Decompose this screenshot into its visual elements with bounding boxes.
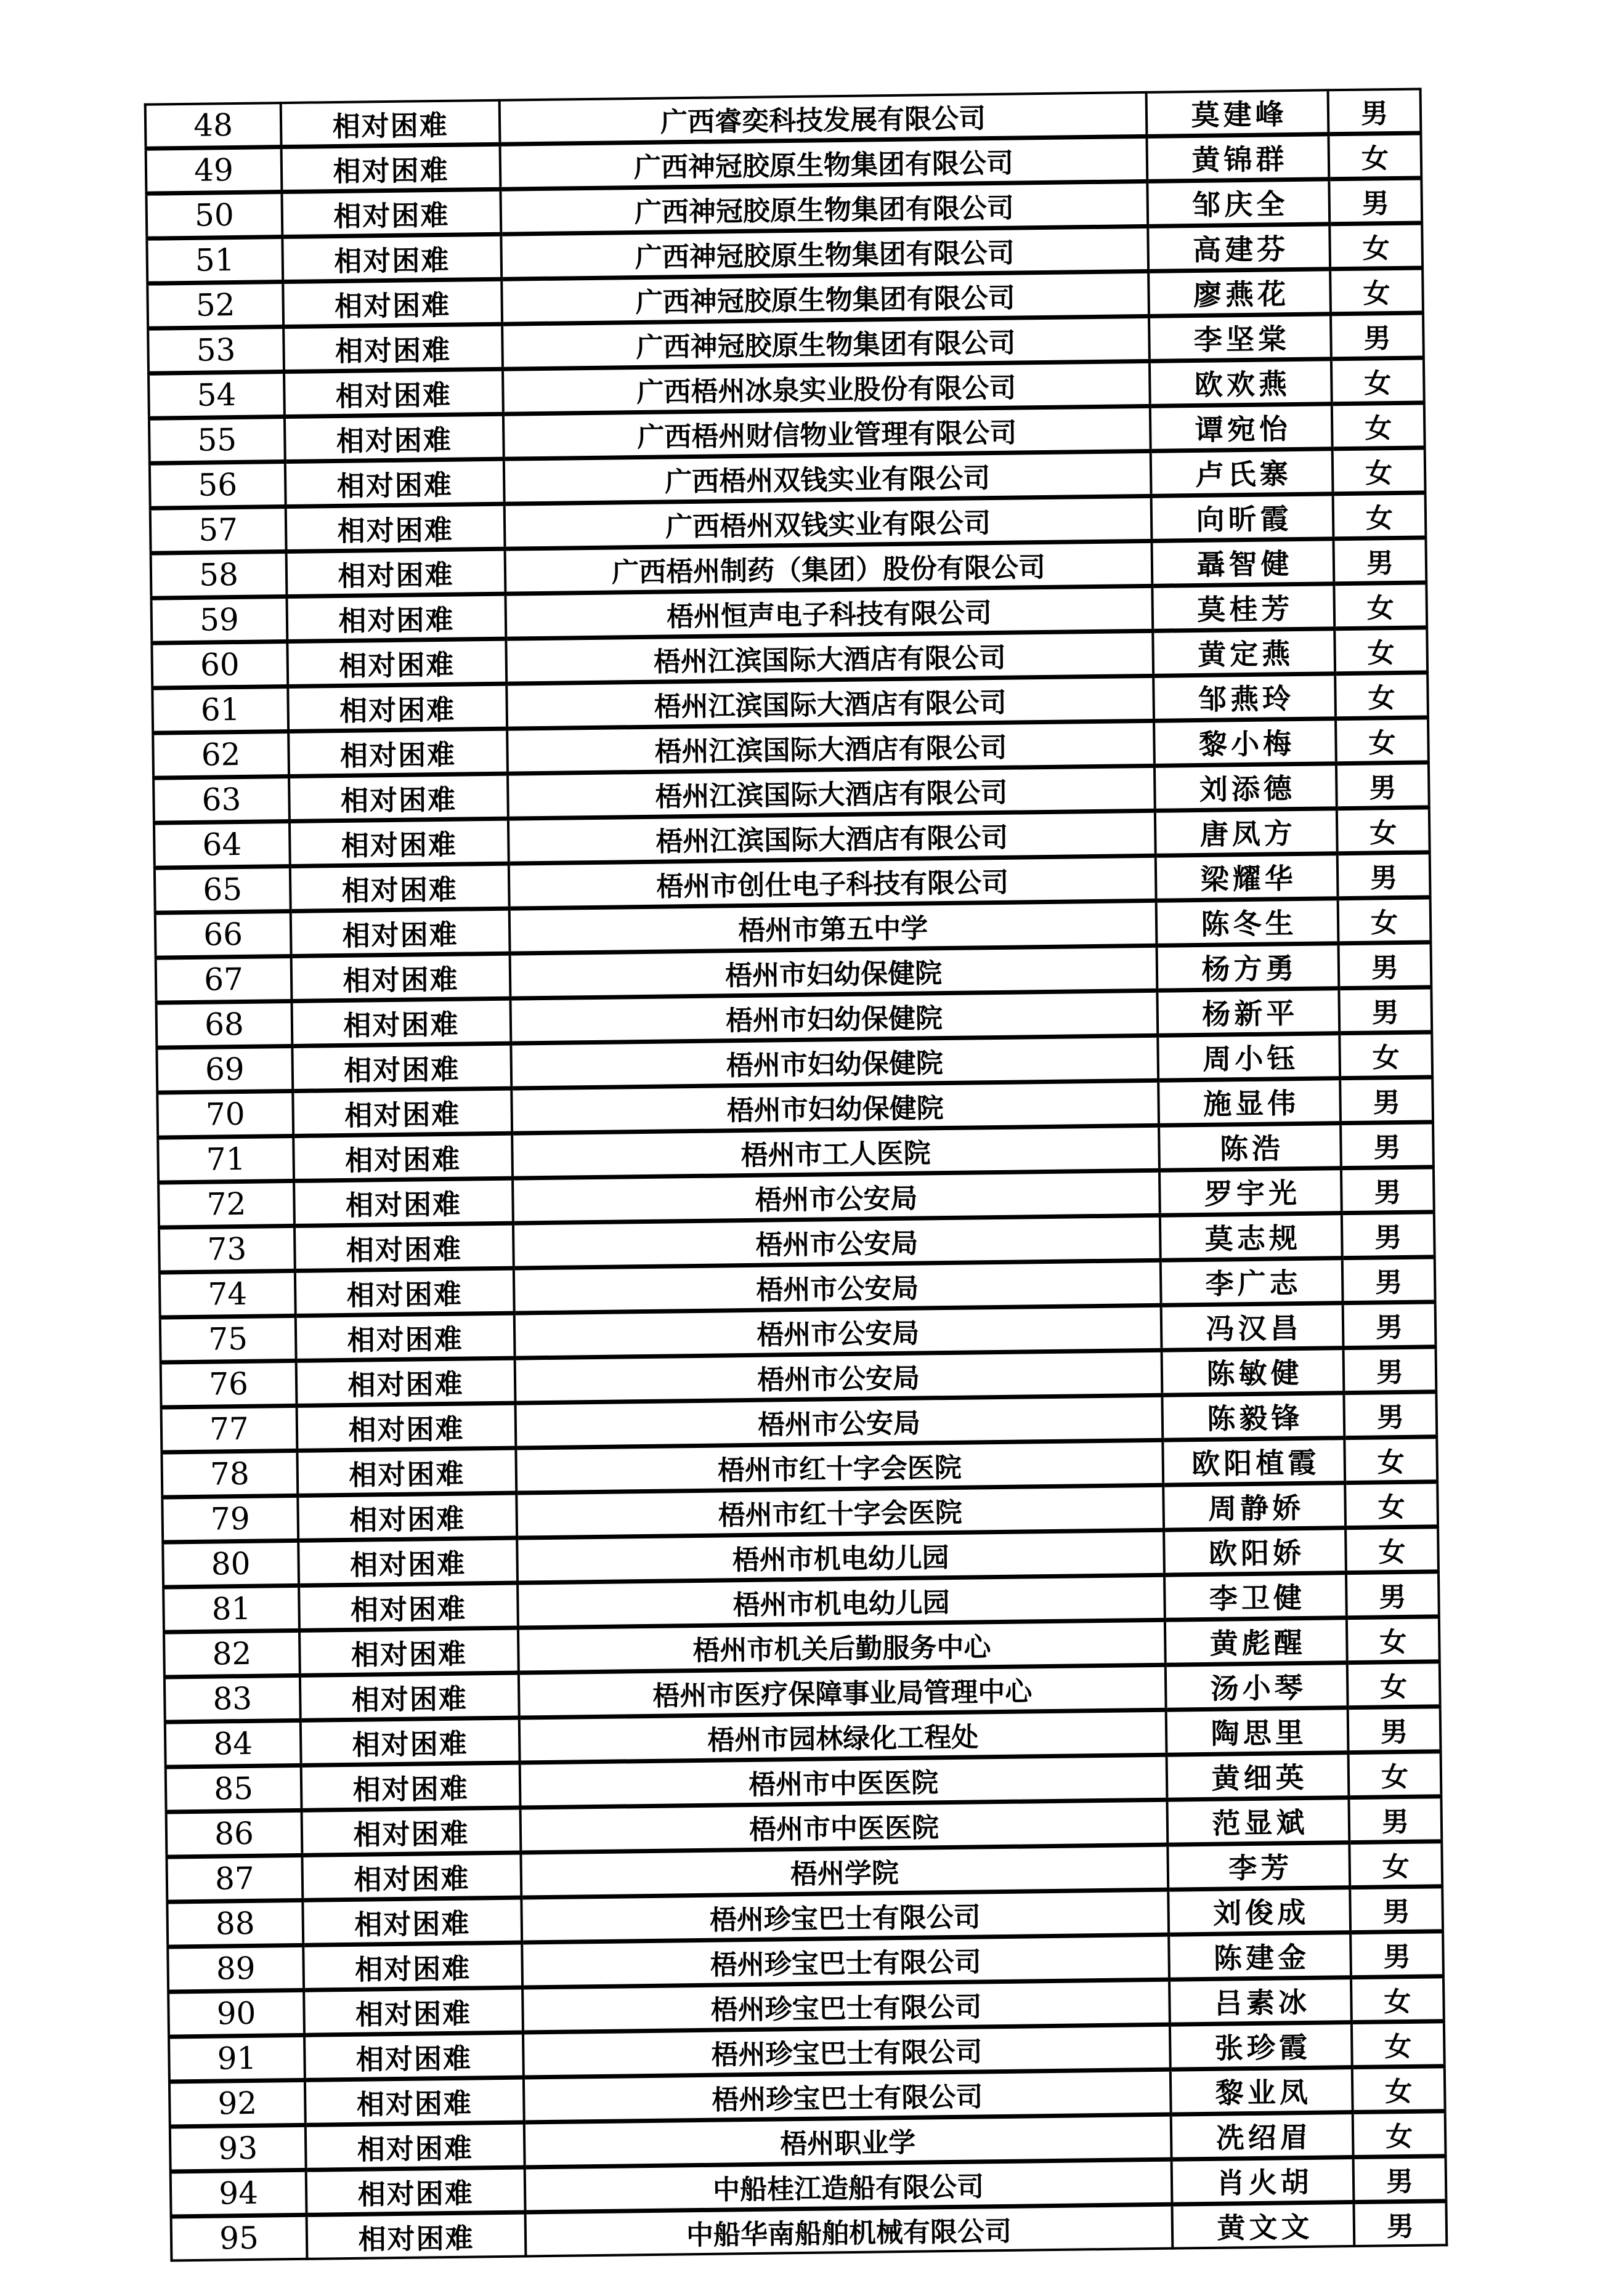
status-cell: 相对困难 bbox=[290, 819, 509, 866]
gender-cell: 女 bbox=[1333, 448, 1426, 494]
person-name-cell: 陶思里 bbox=[1166, 1708, 1349, 1755]
company-cell: 广西梧州双钱实业有限公司 bbox=[504, 451, 1151, 504]
row-number-cell: 75 bbox=[160, 1316, 296, 1362]
company-cell: 梧州市公安局 bbox=[514, 1305, 1162, 1358]
row-number-cell: 67 bbox=[156, 956, 292, 1003]
status-cell: 相对困难 bbox=[288, 684, 507, 731]
company-cell: 广西神冠胶原生物集团有限公司 bbox=[501, 271, 1149, 324]
gender-cell: 女 bbox=[1334, 628, 1427, 674]
status-cell: 相对困难 bbox=[285, 459, 505, 506]
gender-cell: 男 bbox=[1346, 1572, 1439, 1618]
person-name-cell: 张珍霞 bbox=[1170, 2023, 1352, 2070]
gender-cell: 女 bbox=[1330, 268, 1423, 314]
roster-table-body bbox=[145, 89, 1447, 2260]
person-name-cell: 欧阳娇 bbox=[1164, 1528, 1346, 1575]
person-name-cell: 梁耀华 bbox=[1156, 854, 1338, 901]
company-cell: 广西梧州财信物业管理有限公司 bbox=[503, 406, 1151, 459]
gender-cell: 女 bbox=[1333, 493, 1426, 539]
row-number-cell: 73 bbox=[159, 1226, 295, 1272]
status-cell: 相对困难 bbox=[289, 774, 508, 821]
company-cell: 梧州市公安局 bbox=[513, 1215, 1161, 1268]
row-number-cell: 82 bbox=[164, 1630, 300, 1677]
company-cell: 梧州市妇幼保健院 bbox=[510, 990, 1158, 1043]
row-number-cell: 54 bbox=[148, 372, 285, 419]
person-name-cell: 李芳 bbox=[1167, 1843, 1350, 1890]
row-number-cell: 80 bbox=[163, 1540, 299, 1587]
person-name-cell: 陈敏健 bbox=[1162, 1348, 1344, 1396]
company-cell: 中船华南船舶机械有限公司 bbox=[525, 2204, 1173, 2256]
company-cell: 广西睿奕科技发展有限公司 bbox=[500, 92, 1147, 144]
row-number-cell: 88 bbox=[167, 1900, 303, 1947]
company-cell: 梧州江滨国际大酒店有限公司 bbox=[506, 631, 1153, 684]
company-cell: 梧州市医疗保障事业局管理中心 bbox=[519, 1665, 1166, 1718]
row-number-cell: 60 bbox=[152, 642, 288, 689]
gender-cell: 男 bbox=[1329, 178, 1422, 224]
company-cell: 梧州珍宝巴士有限公司 bbox=[521, 1890, 1169, 1942]
row-number-cell: 56 bbox=[150, 462, 286, 509]
row-number-cell: 89 bbox=[168, 1945, 304, 1992]
gender-cell: 男 bbox=[1340, 1077, 1433, 1123]
person-name-cell: 罗宇光 bbox=[1159, 1168, 1342, 1216]
company-cell: 广西梧州制药（集团）股份有限公司 bbox=[505, 541, 1153, 594]
company-cell: 梧州市公安局 bbox=[514, 1260, 1161, 1313]
gender-cell: 男 bbox=[1342, 1257, 1435, 1303]
gender-cell: 男 bbox=[1353, 2156, 1447, 2202]
company-cell: 广西神冠胶原生物集团有限公司 bbox=[500, 136, 1148, 189]
status-cell: 相对困难 bbox=[282, 234, 501, 281]
person-name-cell: 卢氏寨 bbox=[1151, 449, 1333, 496]
status-cell: 相对困难 bbox=[285, 414, 504, 461]
status-cell: 相对困难 bbox=[306, 2122, 525, 2170]
gender-cell: 男 bbox=[1328, 89, 1421, 134]
company-cell: 梧州市公安局 bbox=[515, 1395, 1163, 1448]
row-number-cell: 69 bbox=[156, 1046, 293, 1093]
scan-skew-wrapper bbox=[144, 87, 1448, 2262]
status-cell: 相对困难 bbox=[290, 863, 509, 911]
gender-cell: 女 bbox=[1331, 358, 1424, 404]
status-cell: 相对困难 bbox=[302, 1853, 521, 1900]
roster-table bbox=[144, 87, 1448, 2262]
gender-cell: 女 bbox=[1345, 1482, 1438, 1528]
status-cell: 相对困难 bbox=[293, 1133, 513, 1181]
gender-cell: 女 bbox=[1351, 1976, 1444, 2023]
row-number-cell: 61 bbox=[152, 687, 288, 734]
gender-cell: 女 bbox=[1349, 1752, 1442, 1798]
status-cell: 相对困难 bbox=[296, 1358, 516, 1405]
company-cell: 梧州市妇幼保健院 bbox=[510, 945, 1158, 998]
gender-cell: 男 bbox=[1353, 2201, 1447, 2246]
status-cell: 相对困难 bbox=[282, 144, 501, 192]
row-number-cell: 64 bbox=[154, 822, 290, 868]
person-name-cell: 陈浩 bbox=[1159, 1123, 1341, 1171]
status-cell: 相对困难 bbox=[295, 1268, 514, 1316]
company-cell: 梧州市机电幼儿园 bbox=[517, 1530, 1164, 1583]
gender-cell: 女 bbox=[1347, 1617, 1440, 1663]
person-name-cell: 周静娇 bbox=[1163, 1483, 1345, 1530]
status-cell: 相对困难 bbox=[302, 1808, 521, 1855]
row-number-cell: 71 bbox=[158, 1136, 294, 1182]
person-name-cell: 汤小琴 bbox=[1166, 1663, 1348, 1710]
company-cell: 梧州江滨国际大酒店有限公司 bbox=[506, 676, 1154, 729]
row-number-cell: 72 bbox=[158, 1181, 294, 1227]
status-cell: 相对困难 bbox=[284, 369, 503, 416]
status-cell: 相对困难 bbox=[294, 1178, 513, 1226]
row-number-cell: 94 bbox=[171, 2170, 307, 2217]
gender-cell: 男 bbox=[1341, 1167, 1434, 1213]
gender-cell: 男 bbox=[1338, 942, 1431, 988]
gender-cell: 男 bbox=[1339, 987, 1432, 1033]
status-cell: 相对困难 bbox=[291, 998, 511, 1046]
row-number-cell: 92 bbox=[169, 2080, 306, 2127]
person-name-cell: 杨新平 bbox=[1157, 988, 1339, 1036]
company-cell: 梧州恒声电子科技有限公司 bbox=[505, 586, 1153, 639]
status-cell: 相对困难 bbox=[306, 2167, 525, 2215]
row-number-cell: 91 bbox=[169, 2035, 305, 2082]
status-cell: 相对困难 bbox=[305, 2077, 524, 2125]
row-number-cell: 78 bbox=[161, 1450, 298, 1497]
status-cell: 相对困难 bbox=[299, 1583, 518, 1630]
gender-cell: 男 bbox=[1333, 538, 1426, 584]
company-cell: 梧州市红十字会医院 bbox=[516, 1485, 1164, 1538]
company-cell: 梧州市园林绿化工程处 bbox=[519, 1710, 1167, 1763]
status-cell: 相对困难 bbox=[294, 1223, 514, 1271]
status-cell: 相对困难 bbox=[286, 594, 506, 641]
company-cell: 梧州江滨国际大酒店有限公司 bbox=[507, 721, 1154, 774]
status-cell: 相对困难 bbox=[287, 639, 506, 686]
person-name-cell: 唐凤方 bbox=[1155, 809, 1337, 856]
status-cell: 相对困难 bbox=[288, 729, 508, 776]
status-cell: 相对困难 bbox=[283, 324, 503, 371]
row-number-cell: 52 bbox=[147, 282, 283, 329]
gender-cell: 男 bbox=[1349, 1797, 1442, 1843]
gender-cell: 男 bbox=[1336, 762, 1429, 809]
person-name-cell: 黄定燕 bbox=[1153, 629, 1335, 676]
gender-cell: 男 bbox=[1344, 1347, 1437, 1393]
status-cell: 相对困难 bbox=[286, 549, 506, 596]
row-number-cell: 66 bbox=[155, 911, 291, 958]
status-cell: 相对困难 bbox=[307, 2212, 526, 2259]
row-number-cell: 68 bbox=[156, 1001, 293, 1048]
status-cell: 相对困难 bbox=[297, 1403, 516, 1450]
gender-cell: 男 bbox=[1344, 1392, 1437, 1438]
gender-cell: 女 bbox=[1345, 1527, 1438, 1573]
gender-cell: 女 bbox=[1344, 1437, 1437, 1483]
gender-cell: 女 bbox=[1352, 2021, 1445, 2068]
status-cell: 相对困难 bbox=[300, 1673, 519, 1720]
gender-cell: 男 bbox=[1350, 1886, 1443, 1933]
company-cell: 梧州市公安局 bbox=[515, 1350, 1163, 1403]
person-name-cell: 李卫健 bbox=[1164, 1573, 1347, 1620]
row-number-cell: 65 bbox=[155, 866, 291, 913]
row-number-cell: 84 bbox=[165, 1720, 301, 1767]
company-cell: 广西梧州双钱实业有限公司 bbox=[505, 496, 1152, 549]
company-cell: 梧州市中医医院 bbox=[520, 1755, 1167, 1808]
person-name-cell: 邹燕玲 bbox=[1153, 674, 1336, 721]
person-name-cell: 冯汉昌 bbox=[1161, 1303, 1344, 1351]
status-cell: 相对困难 bbox=[296, 1313, 515, 1360]
gender-cell: 女 bbox=[1335, 673, 1428, 719]
status-cell: 相对困难 bbox=[304, 1987, 523, 2035]
company-cell: 广西梧州冰泉实业股份有限公司 bbox=[503, 361, 1150, 414]
company-cell: 梧州市第五中学 bbox=[509, 900, 1157, 953]
company-cell: 广西神冠胶原生物集团有限公司 bbox=[502, 316, 1150, 369]
person-name-cell: 杨方勇 bbox=[1156, 944, 1339, 991]
row-number-cell: 87 bbox=[166, 1855, 302, 1902]
person-name-cell: 李广志 bbox=[1161, 1258, 1343, 1306]
status-cell: 相对困难 bbox=[282, 189, 501, 236]
company-cell: 广西神冠胶原生物集团有限公司 bbox=[500, 181, 1148, 234]
gender-cell: 男 bbox=[1348, 1707, 1441, 1753]
company-cell: 梧州江滨国际大酒店有限公司 bbox=[508, 766, 1155, 819]
person-name-cell: 廖燕花 bbox=[1148, 269, 1331, 317]
person-name-cell: 冼绍眉 bbox=[1171, 2112, 1353, 2160]
person-name-cell: 肖火胡 bbox=[1172, 2157, 1354, 2205]
person-name-cell: 陈建金 bbox=[1169, 1933, 1351, 1980]
gender-cell: 女 bbox=[1334, 583, 1427, 629]
person-name-cell: 黄彪醒 bbox=[1165, 1618, 1347, 1665]
gender-cell: 女 bbox=[1339, 1032, 1432, 1078]
status-cell: 相对困难 bbox=[291, 908, 510, 956]
company-cell: 梧州市机电幼儿园 bbox=[517, 1575, 1165, 1628]
row-number-cell: 55 bbox=[149, 417, 285, 464]
person-name-cell: 吕素冰 bbox=[1169, 1978, 1352, 2025]
gender-cell: 女 bbox=[1328, 133, 1421, 179]
person-name-cell: 刘添德 bbox=[1154, 764, 1337, 811]
person-name-cell: 莫志规 bbox=[1160, 1213, 1342, 1261]
row-number-cell: 63 bbox=[153, 777, 290, 823]
row-number-cell: 50 bbox=[146, 192, 282, 239]
row-number-cell: 51 bbox=[147, 237, 283, 284]
company-cell: 梧州市公安局 bbox=[513, 1170, 1160, 1223]
person-name-cell: 莫桂芳 bbox=[1152, 584, 1334, 631]
company-cell: 梧州江滨国际大酒店有限公司 bbox=[508, 810, 1156, 863]
gender-cell: 女 bbox=[1349, 1841, 1442, 1888]
status-cell: 相对困难 bbox=[286, 504, 505, 551]
status-cell: 相对困难 bbox=[304, 2032, 524, 2080]
status-cell: 相对困难 bbox=[301, 1763, 521, 1810]
row-number-cell: 77 bbox=[161, 1405, 298, 1452]
row-number-cell: 58 bbox=[151, 552, 287, 599]
company-cell: 梧州职业学 bbox=[524, 2114, 1172, 2167]
person-name-cell: 黄锦群 bbox=[1146, 134, 1329, 182]
status-cell: 相对困难 bbox=[283, 279, 502, 326]
gender-cell: 女 bbox=[1353, 2111, 1446, 2157]
company-cell: 中船桂江造船有限公司 bbox=[525, 2159, 1172, 2212]
company-cell: 梧州市工人医院 bbox=[512, 1125, 1159, 1178]
company-cell: 梧州珍宝巴士有限公司 bbox=[522, 1934, 1169, 1987]
person-name-cell: 邹庆全 bbox=[1147, 179, 1329, 227]
person-name-cell: 聶智健 bbox=[1151, 539, 1334, 586]
person-name-cell: 欧阳植霞 bbox=[1163, 1438, 1345, 1486]
row-number-cell: 86 bbox=[166, 1810, 302, 1857]
status-cell: 相对困难 bbox=[297, 1448, 516, 1495]
gender-cell: 女 bbox=[1352, 2066, 1445, 2112]
person-name-cell: 高建芬 bbox=[1148, 224, 1330, 272]
person-name-cell: 黄细英 bbox=[1167, 1753, 1349, 1800]
gender-cell: 女 bbox=[1336, 718, 1429, 764]
row-number-cell: 74 bbox=[160, 1271, 296, 1317]
person-name-cell: 陈毅锋 bbox=[1162, 1393, 1344, 1441]
gender-cell: 男 bbox=[1343, 1302, 1436, 1348]
status-cell: 相对困难 bbox=[303, 1942, 522, 1990]
person-name-cell: 陈冬生 bbox=[1156, 899, 1339, 946]
status-cell: 相对困难 bbox=[291, 953, 511, 1001]
company-cell: 梧州学院 bbox=[521, 1845, 1168, 1898]
gender-cell: 女 bbox=[1337, 807, 1430, 854]
gender-cell: 女 bbox=[1338, 897, 1431, 944]
gender-cell: 男 bbox=[1331, 313, 1424, 359]
row-number-cell: 76 bbox=[161, 1360, 297, 1407]
company-cell: 梧州市红十字会医院 bbox=[516, 1440, 1163, 1493]
company-cell: 梧州市创仕电子科技有限公司 bbox=[509, 855, 1156, 908]
person-name-cell: 黄文文 bbox=[1172, 2202, 1354, 2249]
gender-cell: 男 bbox=[1342, 1212, 1435, 1258]
row-number-cell: 59 bbox=[151, 597, 287, 644]
company-cell: 梧州珍宝巴士有限公司 bbox=[523, 2024, 1171, 2077]
status-cell: 相对困难 bbox=[281, 100, 500, 147]
row-number-cell: 93 bbox=[170, 2125, 306, 2172]
status-cell: 相对困难 bbox=[298, 1538, 517, 1585]
status-cell: 相对困难 bbox=[292, 1043, 511, 1091]
status-cell: 相对困难 bbox=[299, 1628, 519, 1675]
person-name-cell: 刘俊成 bbox=[1168, 1888, 1350, 1935]
person-name-cell: 周小钰 bbox=[1158, 1033, 1340, 1081]
gender-cell: 男 bbox=[1350, 1931, 1443, 1978]
company-cell: 梧州市妇幼保健院 bbox=[511, 1080, 1159, 1133]
company-cell: 广西神冠胶原生物集团有限公司 bbox=[501, 226, 1148, 279]
person-name-cell: 施显伟 bbox=[1158, 1078, 1341, 1126]
row-number-cell: 53 bbox=[148, 327, 284, 374]
company-cell: 梧州市妇幼保健院 bbox=[511, 1035, 1158, 1088]
row-number-cell: 49 bbox=[146, 147, 282, 194]
person-name-cell: 黎小梅 bbox=[1154, 719, 1336, 766]
gender-cell: 女 bbox=[1332, 403, 1425, 449]
gender-cell: 女 bbox=[1347, 1662, 1440, 1708]
row-number-cell: 48 bbox=[145, 103, 282, 148]
row-number-cell: 95 bbox=[171, 2215, 307, 2260]
person-name-cell: 谭宛怡 bbox=[1150, 404, 1333, 451]
row-number-cell: 62 bbox=[153, 732, 289, 778]
status-cell: 相对困难 bbox=[301, 1718, 520, 1765]
status-cell: 相对困难 bbox=[293, 1088, 512, 1136]
row-number-cell: 70 bbox=[157, 1091, 293, 1138]
row-number-cell: 90 bbox=[168, 1990, 304, 2037]
person-name-cell: 莫建峰 bbox=[1146, 90, 1329, 136]
person-name-cell: 向昕霞 bbox=[1151, 494, 1334, 541]
row-number-cell: 85 bbox=[166, 1765, 302, 1812]
company-cell: 梧州市机关后勤服务中心 bbox=[518, 1620, 1166, 1673]
company-cell: 梧州珍宝巴士有限公司 bbox=[524, 2069, 1171, 2122]
row-number-cell: 83 bbox=[164, 1675, 301, 1722]
company-cell: 梧州市中医医院 bbox=[521, 1800, 1168, 1853]
person-name-cell: 黎业凤 bbox=[1171, 2068, 1353, 2115]
status-cell: 相对困难 bbox=[298, 1493, 517, 1540]
gender-cell: 男 bbox=[1341, 1122, 1434, 1168]
row-number-cell: 57 bbox=[150, 507, 286, 554]
row-number-cell: 81 bbox=[163, 1585, 299, 1632]
person-name-cell: 范显斌 bbox=[1167, 1798, 1349, 1845]
gender-cell: 女 bbox=[1329, 223, 1422, 269]
status-cell: 相对困难 bbox=[302, 1898, 522, 1945]
company-cell: 梧州珍宝巴士有限公司 bbox=[522, 1979, 1170, 2032]
row-number-cell: 79 bbox=[162, 1495, 298, 1542]
gender-cell: 男 bbox=[1337, 852, 1430, 899]
person-name-cell: 欧欢燕 bbox=[1150, 359, 1332, 406]
person-name-cell: 李坚棠 bbox=[1149, 314, 1331, 362]
